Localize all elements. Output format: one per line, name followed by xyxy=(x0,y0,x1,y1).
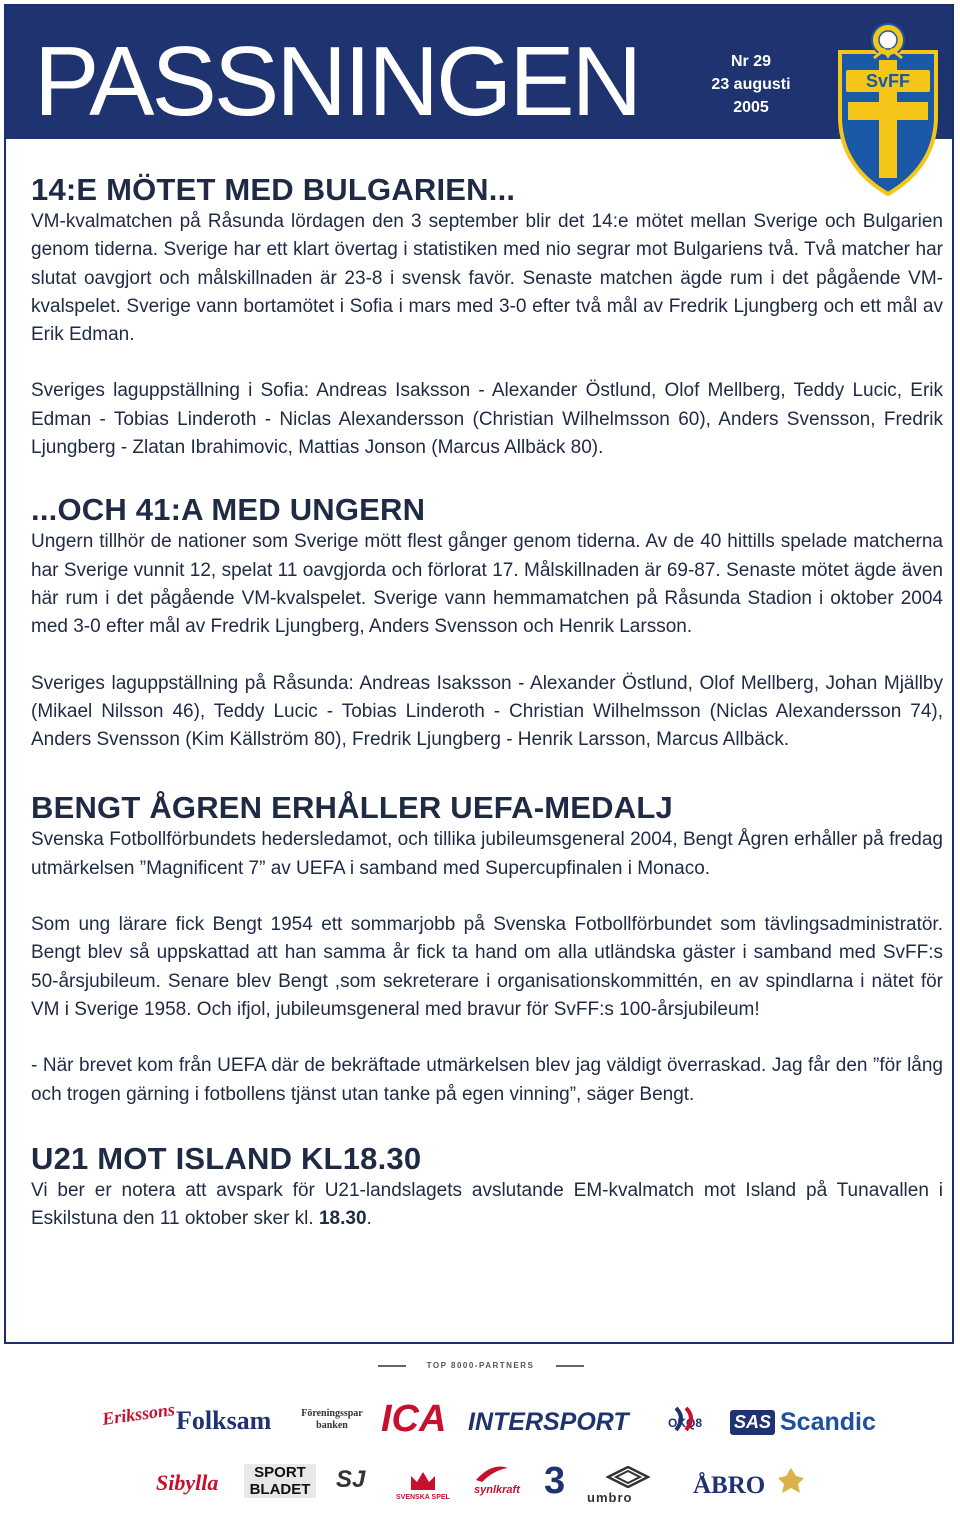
article-column xyxy=(31,172,943,1233)
partner-logo-sj: SJ xyxy=(336,1466,366,1493)
partner-logo-sas: SAS xyxy=(730,1410,775,1435)
paragraph: Svenska Fotbollförbundets hedersledamot, och tillika jubileumsgeneral 2004, Bengt Ågren erhåller på fredag utmärkelsen ”Magnificent 7” av UEFA i samband med Supercupfinalen i Monaco. xyxy=(31,829,943,879)
newsletter-title: PASSNINGEN xyxy=(34,26,640,136)
issue-info xyxy=(698,50,804,119)
partner-logo-abro: ÅBRO xyxy=(693,1472,766,1499)
paragraph: - När brevet kom från UEFA där de bekräftade utmärkelsen blev jag väldigt överraskad. Jag får den ”för lång och trogen gärning i fotbollens tjänst utan tanke på egen vinning”, säger Bengt. xyxy=(31,1055,943,1105)
partner-logo-svenska-spel: SVENSKA SPEL xyxy=(396,1494,450,1501)
heading-u21: U21 MOT ISLAND KL18.30 xyxy=(31,1140,422,1176)
partner-logo-umbro: umbro xyxy=(587,1490,633,1505)
partner-logo-erikssons: Erikssons xyxy=(100,1399,177,1429)
partner-logo-folksam: Folksam xyxy=(176,1406,272,1435)
partners-rule-left xyxy=(378,1365,406,1367)
paragraph: Som ung lärare fick Bengt 1954 ett sommarjobb på Svenska Fotbollförbundet som tävlingsadministratör. Bengt blev så uppskattad att han samma år fick ta hand om alla utländska gäster i samband med SvFF:s 50-årsjubileum. Senare blev Bengt ,som sekreterare i organisationskommittén, en av spindlarna i nätet för VM i Sverige 1958. Och ifjol, jubileumsgeneral med bravur för SvFF:s 100-årsjubileum! xyxy=(31,914,943,1020)
partner-logo-scandic: Scandic xyxy=(780,1408,876,1436)
partner-logo-three: 3 xyxy=(544,1460,566,1502)
partner-logo-sibylla: Sibylla xyxy=(156,1470,219,1495)
partner-logo-intersport: INTERSPORT xyxy=(468,1408,629,1436)
paragraph-text: Vi ber er notera att avspark för U21-landslagets avslutande EM-kvalmatch mot Island på Tunavallen i Eskilstuna den 11 oktober sker kl. xyxy=(31,1179,943,1230)
partner-logo-sportbladet: SPORT BLADET xyxy=(244,1464,316,1498)
partners-rule-right xyxy=(556,1365,584,1367)
partner-logo-ica: ICA xyxy=(381,1398,447,1440)
paragraph: Vi ber er notera att avspark för U21-landslagets avslutande EM-kvalmatch mot Island på Tunavallen i Eskilstuna den 11 oktober sker kl. 18.30. xyxy=(31,1179,943,1230)
paragraph: VM-kvalmatchen på Råsunda lördagen den 3 september blir det 14:e mötet mellan Sverige och Bulgarien genom tiderna. Sverige har ett klart övertag i statistiken med nio segrar mot Bulgariens två. Två matcher har slutat oavgjort och målskillnaden är 23-8 i svensk favör. Senaste matchen ägde rum i det pågående VM-kvalspelet. Sverige vann bortamötet i Sofia i mars med 3-0 efter två mål av Fredrik Ljungberg och ett mål av Erik Edman. xyxy=(31,211,943,346)
paragraph: Sveriges laguppställning i Sofia: Andreas Isaksson - Alexander Östlund, Olof Mellberg, Teddy Lucic, Erik Edman - Tobias Linderoth - Niclas Alexandersson (Christian Wilhelmsson 60), Anders Svensson, Fredrik Ljungberg - Zlatan Ibrahimovic, Mattias Jonson (Marcus Allbäck 80). xyxy=(31,380,943,459)
paragraph: Sveriges laguppställning på Råsunda: Andreas Isaksson - Alexander Östlund, Olof Mellberg, Johan Mjällby (Mikael Nilsson 46), Teddy Lucic - Tobias Linderoth - Christian Wilhelmsson (Niclas Alexandersson 74), Anders Svensson (Kim Källström 80), Fredrik Ljungberg - Henrik Larsson, Marcus Allbäck. xyxy=(31,672,943,751)
partner-logo-okq8: OKQ8 xyxy=(668,1416,703,1430)
masthead xyxy=(6,6,952,139)
kickoff-time: 18.30 xyxy=(318,1208,367,1230)
sydkraft-swoosh-icon xyxy=(474,1462,510,1484)
svenska-spel-crown-icon xyxy=(408,1470,438,1494)
okq8-wave-icon xyxy=(672,1404,700,1434)
heading-bengt-agren: BENGT ÅGREN ERHÅLLER UEFA-MEDALJ xyxy=(31,790,673,826)
partners-title: TOP 8000-PARTNERS xyxy=(426,1361,535,1370)
heading-ungern: ...OCH 41:A MED UNGERN xyxy=(31,492,426,528)
svff-shield-logo xyxy=(832,18,944,196)
partner-logo-foreningssparbanken: Föreningssparbanken xyxy=(301,1408,363,1431)
issue-date: 23 augusti xyxy=(711,76,791,93)
issue-number: Nr 29 xyxy=(730,53,772,70)
issue-year: 2005 xyxy=(733,99,769,116)
partner-logo-sydkraft: synlkraft xyxy=(474,1484,520,1496)
paragraph: Ungern tillhör de nationer som Sverige mött flest gånger genom tiderna. Av de 40 hittills spelade matcherna har Sverige vunnit 12, spelat 11 oavgjorda och förlorat 17. Målskillnaden är 69-87. Senaste mötet ägde även här rum i det pågående VM-kvalspelet. Sverige vann hemmamatchen på Råsunda Stadion i oktober 2004 med 3-0 efter mål av Fredrik Ljungberg, Anders Svensson och Henrik Larsson. xyxy=(31,531,943,638)
logo-text: SvFF xyxy=(865,71,911,91)
umbro-diamond-icon xyxy=(606,1466,650,1488)
heading-bulgarien: 14:E MÖTET MED BULGARIEN... xyxy=(31,172,516,207)
abro-hop-icon xyxy=(776,1466,806,1496)
